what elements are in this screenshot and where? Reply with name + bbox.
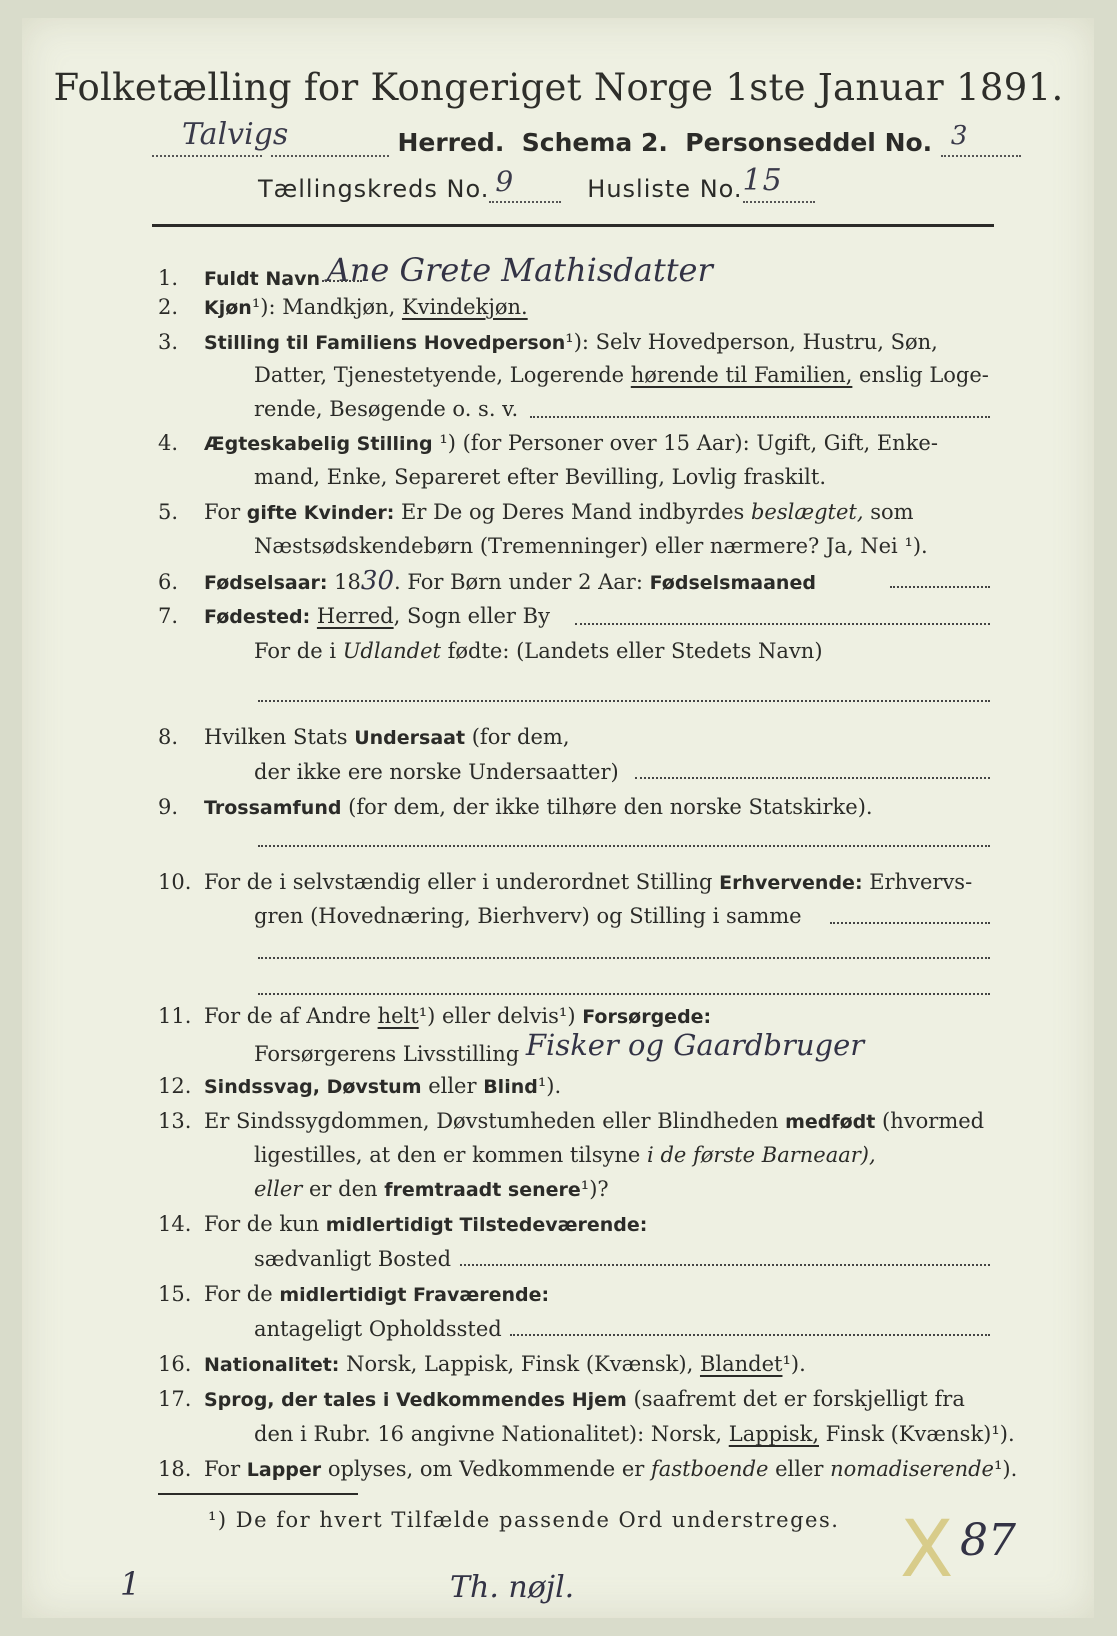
option-text: Mandkjøn, (275, 295, 402, 319)
item-number: 2. (158, 295, 179, 319)
item-15 (158, 1279, 998, 1310)
herred-dots (271, 133, 389, 157)
item-number: 11. (158, 1004, 192, 1028)
item-number: 13. (158, 1109, 192, 1133)
italic-text: i de første Barneaar), (647, 1143, 876, 1167)
item-number: 17. (158, 1387, 192, 1411)
item-text: er den (302, 1177, 385, 1201)
item-text: rende, Besøgende o. s. v. (254, 397, 519, 421)
item-number: 4. (158, 431, 179, 455)
item-8 (158, 722, 998, 753)
item-text: Næstsødskendebørn (Tremenninger) eller nærmere? Ja, Nei ¹). (254, 534, 928, 558)
item-text: mand, Enke, Separeret efter Bevilling, Lovlig fraskilt. (254, 465, 827, 489)
footnote-ref: ¹). (537, 1074, 562, 1098)
item-text: ligestilles, at den er kommen tilsyne (254, 1143, 648, 1167)
item-7 (158, 601, 998, 632)
footnote-ref: ¹). (782, 1352, 806, 1376)
item-13-line-3 (158, 1174, 1094, 1205)
item-14 (158, 1209, 998, 1240)
item-label: Hovedperson (423, 332, 566, 354)
item-label: Fødselsmaaned (649, 572, 816, 594)
underlined-option: hørende til Familien, (630, 363, 853, 387)
item-text: som (863, 500, 914, 524)
item-14-line-2 (158, 1244, 1094, 1274)
underlined-option: helt (377, 1004, 419, 1028)
dotted-line (510, 1334, 990, 1336)
item-3 (158, 327, 998, 358)
item-3-line-2 (158, 360, 1094, 390)
item-label: Sindssvag, Døvstum (204, 1076, 422, 1098)
item-number: 14. (158, 1212, 192, 1236)
item-label: Trossamfund (204, 797, 342, 819)
item-text: gren (Hovednæring, Bierhverv) og Stilling i samme (254, 904, 802, 928)
item-5-line-2 (158, 531, 1094, 561)
schema-label: Schema 2. (521, 128, 668, 157)
item-text: Selv Hovedperson, Hustru, Søn, (588, 330, 938, 354)
footnote-rule (158, 1493, 358, 1495)
item-13-line-2 (158, 1140, 1094, 1170)
item-label: Undersaat (354, 727, 466, 749)
item-label: Blind (483, 1076, 538, 1098)
item-18 (158, 1454, 1018, 1485)
item-number: 12. (158, 1074, 192, 1098)
husliste-value: 15 (742, 163, 783, 198)
item-text: ¹) eller delvis¹) (418, 1004, 583, 1028)
item-17 (158, 1384, 998, 1415)
item-number: 6. (158, 570, 179, 594)
left-margin-mark: 1 (120, 1565, 141, 1603)
item-9 (158, 792, 998, 823)
item-text: eller (768, 1457, 831, 1481)
husliste-field (742, 163, 815, 203)
italic-text: eller (254, 1177, 303, 1201)
personseddel-field (941, 121, 1021, 157)
item-text: antageligt Opholdssted (254, 1317, 502, 1341)
crayon-x-mark: X (900, 1505, 954, 1595)
dotted-line (258, 993, 990, 995)
item-2 (158, 292, 998, 323)
underlined-option: Kvindekjøn. (401, 295, 528, 319)
item-label: Kjøn (204, 297, 252, 319)
dotted-line (322, 280, 362, 282)
item-16 (158, 1349, 998, 1380)
item-label: Sprog, der tales i Vedkommendes Hjem (204, 1389, 627, 1411)
item-7-line-2 (158, 636, 1094, 666)
item-text: enslig Loge- (852, 363, 989, 387)
item-1 (158, 251, 998, 294)
item-number: 10. (158, 870, 192, 894)
item-number: 1. (158, 266, 179, 290)
item-label: Forsørgede: (582, 1006, 712, 1028)
item-label: gifte Kvinder: (246, 502, 395, 524)
item-text: 18 (327, 570, 361, 594)
item-text: der ikke ere norske Undersaatter) (254, 760, 619, 784)
item-label: Lapper (246, 1459, 322, 1481)
item-number: 15. (158, 1282, 192, 1306)
item-label: Fuldt Navn (204, 268, 321, 290)
dotted-line (258, 845, 990, 847)
item-3-line-3 (158, 394, 1094, 424)
item-label: midlertidigt Tilstedeværende: (325, 1214, 648, 1236)
footnote: ¹) De for hvert Tilfælde passende Ord understreges. (208, 1508, 840, 1532)
item-number: 18. (158, 1457, 192, 1481)
dotted-line (530, 416, 990, 418)
husliste-label: Husliste No. (587, 175, 743, 203)
item-10-line-2 (158, 901, 1094, 931)
item-17-line-2 (158, 1419, 1094, 1449)
item-number: 3. (158, 330, 179, 354)
item-label: Fødselsaar: (204, 572, 328, 594)
dotted-line (460, 1264, 990, 1266)
header-line-herred (152, 117, 992, 168)
item-number: 7. (158, 604, 179, 628)
item-text: eller (421, 1074, 484, 1098)
form-title: Folketælling for Kongeriget Norge 1ste Januar 1891. (53, 66, 1064, 109)
item-text: For de af Andre (204, 1004, 378, 1028)
item-text: (for dem, (465, 725, 570, 749)
item-number: 5. (158, 500, 179, 524)
item-number: 8. (158, 725, 179, 749)
italic-text: Udlandet (342, 639, 441, 663)
header-line-kreds (258, 163, 958, 215)
item-label: fremtraadt senere (384, 1179, 581, 1201)
item-text: , Sogn eller By (393, 604, 550, 628)
full-name-answer: Ane Grete Mathisdatter (326, 251, 713, 289)
item-text: For de i selvstændig eller i underordnet Stilling (204, 870, 720, 894)
item-text: For (204, 500, 247, 524)
item-label: Stilling til Familiens (204, 332, 418, 354)
item-text: Norsk, Lappisk, Finsk (Kvænsk), (339, 1352, 700, 1376)
item-label: Nationalitet: (204, 1354, 340, 1376)
item-text: Er De og Deres Mand indbyrdes (394, 500, 751, 524)
item-12 (158, 1071, 998, 1102)
item-label: Erhvervende: (719, 872, 863, 894)
herred-value: Talvigs (182, 117, 289, 152)
item-text: (for dem, der ikke tilhøre den norske Statskirke). (341, 795, 873, 819)
header-rule (152, 224, 994, 227)
item-13 (158, 1106, 998, 1137)
birth-year-answer: 30 (360, 566, 394, 596)
item-11-line-2 (158, 1028, 1094, 1069)
underlined-option: Blandet (699, 1352, 783, 1376)
footnote-ref: ¹): (251, 295, 276, 319)
item-text: For (204, 1457, 247, 1481)
item-6 (158, 566, 998, 598)
item-text: Erhvervs- (862, 870, 973, 894)
item-text: fødte: (Landets eller Stedets Navn) (440, 639, 823, 663)
item-5 (158, 497, 998, 528)
underlined-option: Lappisk, (728, 1422, 819, 1446)
item-label: medfødt (785, 1111, 876, 1133)
margin-number: 87 (960, 1515, 1016, 1566)
item-text: sædvanligt Bosted (254, 1247, 452, 1271)
item-text: (saafremt det er forskjelligt fra (626, 1387, 965, 1411)
footnote-ref: ¹)? (580, 1177, 609, 1201)
item-4 (158, 428, 998, 459)
footnote-ref: ¹): (565, 330, 589, 354)
herred-field (152, 117, 289, 157)
item-text: For de i (254, 639, 343, 663)
item-text: den i Rubr. 16 angivne Nationalitet): Norsk, (254, 1422, 729, 1446)
item-text: For de (204, 1282, 280, 1306)
item-text: Er Sindssygdommen, Døvstumheden eller Blindheden (204, 1109, 786, 1133)
provider-occupation-answer: Fisker og Gaardbruger (525, 1028, 865, 1062)
kreds-value: 9 (495, 165, 515, 198)
dotted-line (635, 777, 990, 779)
item-8-line-2 (158, 757, 1094, 787)
item-15-line-2 (158, 1314, 1094, 1344)
underlined-option: Herred (316, 604, 394, 628)
item-text: For de kun (204, 1212, 326, 1236)
italic-text: fastboende (651, 1457, 769, 1481)
item-text: Finsk (Kvænsk)¹). (819, 1422, 1015, 1446)
dotted-line (830, 922, 990, 924)
item-text: Datter, Tjenestetyende, Logerende (254, 363, 631, 387)
item-number: 16. (158, 1352, 192, 1376)
kreds-field (489, 165, 561, 203)
dotted-line (258, 957, 990, 959)
dotted-line (575, 623, 990, 625)
item-4-line-2 (158, 462, 1094, 492)
item-number: 9. (158, 795, 179, 819)
italic-text: nomadiserende (830, 1457, 994, 1481)
dotted-line (890, 586, 990, 588)
item-text: Forsørgerens Livsstilling (254, 1042, 520, 1066)
personseddel-label: Personseddel No. (685, 128, 933, 157)
item-text: oplyses, om Vedkommende er (321, 1457, 652, 1481)
kreds-label: Tællingskreds No. (258, 175, 490, 203)
footnote-ref: ¹). (993, 1457, 1018, 1481)
item-label: Fødested: (204, 606, 311, 628)
item-label: Ægteskabelig Stilling (204, 433, 433, 455)
item-text: (hvormed (875, 1109, 985, 1133)
item-text: ¹) (for Personer over 15 Aar): Ugift, Gift, Enke- (439, 431, 938, 455)
italic-text: beslægtet, (750, 500, 864, 524)
personseddel-value: 3 (950, 121, 968, 151)
herred-label: Herred. (397, 128, 505, 157)
dotted-line (258, 700, 990, 702)
item-text: Hvilken Stats (204, 725, 355, 749)
item-text: . For Børn under 2 Aar: (394, 570, 650, 594)
item-label: midlertidigt Fraværende: (279, 1284, 550, 1306)
initials-signature: Th. nøjl. (450, 1570, 575, 1605)
item-10 (158, 867, 998, 898)
